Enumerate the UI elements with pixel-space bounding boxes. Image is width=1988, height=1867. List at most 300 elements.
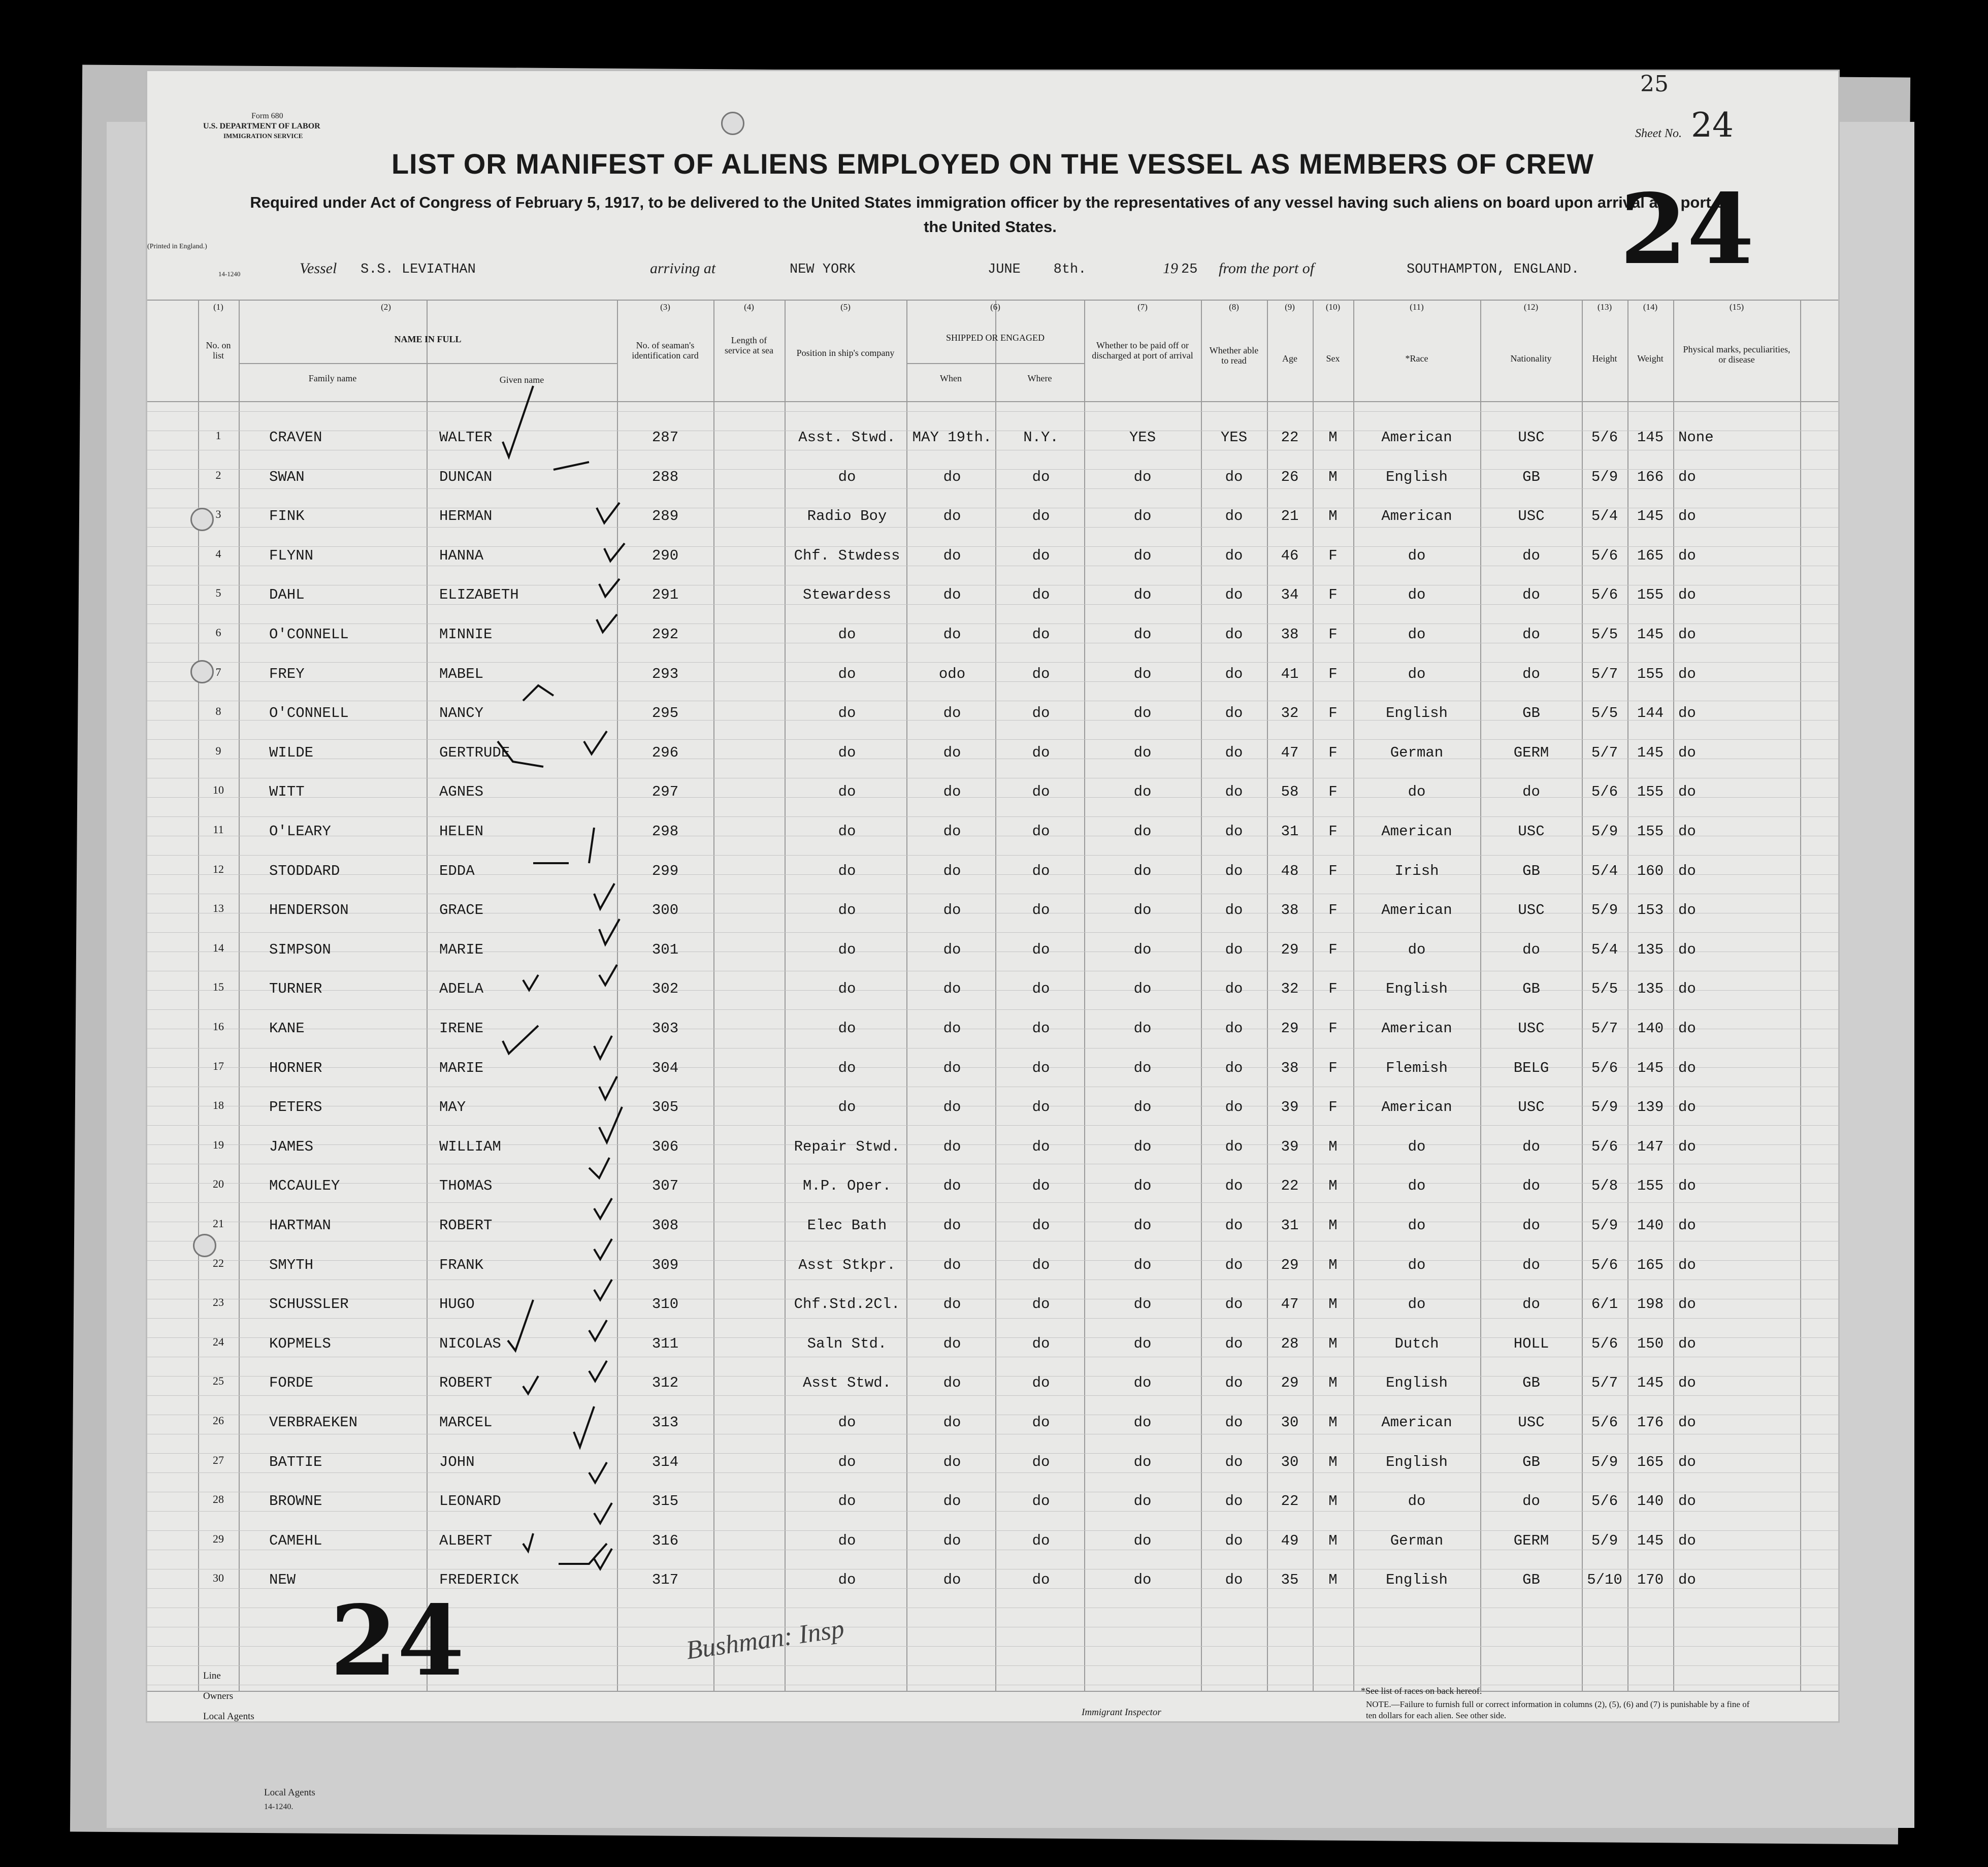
weight: 165 xyxy=(1637,1453,1664,1470)
weight: 155 xyxy=(1637,783,1664,801)
weight: 140 xyxy=(1637,1020,1664,1037)
shipped-when: do xyxy=(943,941,961,958)
position: do xyxy=(838,941,856,958)
family-name: CRAVEN xyxy=(269,429,322,446)
able-read: do xyxy=(1225,902,1243,919)
row-number: 17 xyxy=(213,1059,224,1072)
shipped-where: do xyxy=(1032,980,1050,998)
race: American xyxy=(1381,429,1452,446)
physical-marks: do xyxy=(1678,1493,1696,1510)
row-number: 16 xyxy=(213,1020,224,1033)
check-mark xyxy=(523,1533,533,1551)
position: do xyxy=(838,862,856,879)
header-shipped: SHIPPED OR ENGAGED xyxy=(946,333,1045,343)
physical-marks: do xyxy=(1678,1374,1696,1392)
shipped-where: do xyxy=(1032,1296,1050,1313)
seaman-card: 290 xyxy=(651,547,679,564)
nationality: do xyxy=(1522,941,1540,958)
family-name: TURNER xyxy=(269,980,322,998)
able-read: do xyxy=(1225,862,1243,879)
family-name: MCCAULEY xyxy=(269,1177,340,1195)
height: 5/7 xyxy=(1591,665,1618,682)
able-read: do xyxy=(1225,744,1243,761)
row-number: 4 xyxy=(215,547,221,560)
shipped-when: do xyxy=(943,1493,961,1510)
family-name: DAHL xyxy=(269,586,305,604)
seaman-card: 316 xyxy=(651,1532,679,1549)
header-height: Height xyxy=(1592,353,1617,364)
age: 22 xyxy=(1281,429,1299,446)
header-paid-off: Whether to be paid off or discharged at port of arrival xyxy=(1092,340,1193,361)
shipped-where: do xyxy=(1032,1335,1050,1352)
age: 34 xyxy=(1281,586,1299,604)
footer-inspector: Immigrant Inspector xyxy=(1082,1707,1161,1718)
nationality: GERM xyxy=(1513,744,1549,761)
age: 29 xyxy=(1281,941,1299,958)
nationality: GB xyxy=(1522,1453,1540,1470)
arriving-label: arriving at xyxy=(650,260,716,277)
physical-marks: do xyxy=(1678,705,1696,722)
header-position: Position in ship's company xyxy=(796,348,895,358)
header-family-name: Family name xyxy=(308,373,357,383)
shipped-where: do xyxy=(1032,744,1050,761)
given-name: HERMAN xyxy=(439,508,493,525)
weight: 144 xyxy=(1637,705,1664,722)
given-name: MARIE xyxy=(439,941,484,958)
family-name: NEW xyxy=(269,1571,296,1589)
given-name: EDDA xyxy=(439,862,475,879)
family-name: HARTMAN xyxy=(269,1217,331,1234)
position: Elec Bath xyxy=(807,1217,887,1234)
check-mark xyxy=(498,741,543,767)
given-name: IRENE xyxy=(439,1020,484,1037)
family-name: SMYTH xyxy=(269,1256,314,1273)
shipped-when: do xyxy=(943,1217,961,1234)
shipped-when: do xyxy=(943,1374,961,1392)
check-mark xyxy=(553,462,589,470)
shipped-where: do xyxy=(1032,783,1050,801)
shipped-when: do xyxy=(943,783,961,801)
shipped-when: do xyxy=(943,902,961,919)
position: do xyxy=(838,902,856,919)
row-number: 3 xyxy=(215,508,221,521)
position: do xyxy=(838,1453,856,1470)
row-number: 5 xyxy=(215,586,221,600)
shipped-when: do xyxy=(943,1532,961,1549)
height: 5/6 xyxy=(1591,1335,1618,1352)
weight: 150 xyxy=(1637,1335,1664,1352)
row-number: 1 xyxy=(215,429,221,442)
family-name: O'CONNELL xyxy=(269,626,349,643)
height: 5/9 xyxy=(1591,1453,1618,1470)
shipped-where: do xyxy=(1032,547,1050,564)
family-name: VERBRAEKEN xyxy=(269,1414,358,1431)
from-label: from the port of xyxy=(1219,260,1315,277)
height: 5/9 xyxy=(1591,823,1618,840)
nationality: do xyxy=(1522,626,1540,643)
shipped-when: do xyxy=(943,1020,961,1037)
check-mark xyxy=(594,1280,612,1300)
check-mark xyxy=(503,386,533,457)
paid-off: do xyxy=(1133,1059,1152,1076)
paid-off: do xyxy=(1133,823,1152,840)
able-read: do xyxy=(1225,783,1243,801)
physical-marks: do xyxy=(1678,823,1696,840)
sex: F xyxy=(1328,665,1338,682)
shipped-when: do xyxy=(943,1177,961,1195)
weight: 155 xyxy=(1637,665,1664,682)
nationality: USC xyxy=(1518,1020,1545,1037)
nationality: GB xyxy=(1522,1571,1540,1589)
shipped-when: do xyxy=(943,1099,961,1116)
row-number: 8 xyxy=(215,705,221,718)
departure-port: SOUTHAMPTON, ENGLAND. xyxy=(1407,262,1580,277)
race: German xyxy=(1390,1532,1444,1549)
family-name: HORNER xyxy=(269,1059,322,1076)
race: do xyxy=(1408,586,1426,604)
seaman-card: 308 xyxy=(651,1217,679,1234)
able-read: do xyxy=(1225,1493,1243,1510)
age: 21 xyxy=(1281,508,1299,525)
able-read: do xyxy=(1225,1020,1243,1037)
header-no-on-list: No. on list xyxy=(206,340,231,361)
age: 48 xyxy=(1281,862,1299,879)
paid-off: do xyxy=(1133,1217,1152,1234)
check-mark xyxy=(589,1462,607,1483)
physical-marks: None xyxy=(1678,429,1714,446)
nationality: USC xyxy=(1518,902,1545,919)
weight: 140 xyxy=(1637,1493,1664,1510)
seaman-card: 301 xyxy=(651,941,679,958)
given-name: ALBERT xyxy=(439,1532,493,1549)
check-mark xyxy=(594,1239,612,1259)
height: 5/6 xyxy=(1591,586,1618,604)
shipped-when: do xyxy=(943,1453,961,1470)
paid-off: do xyxy=(1133,1571,1152,1589)
check-mark xyxy=(597,614,617,632)
nationality: GB xyxy=(1522,1374,1540,1392)
vessel-name: S.S. LEVIATHAN xyxy=(361,262,476,277)
sex: F xyxy=(1328,705,1338,722)
position: do xyxy=(838,1414,856,1431)
family-name: KOPMELS xyxy=(269,1335,331,1352)
nationality: do xyxy=(1522,1493,1540,1510)
age: 39 xyxy=(1281,1138,1299,1155)
paid-off: do xyxy=(1133,744,1152,761)
shipped-when: do xyxy=(943,1059,961,1076)
family-name: HENDERSON xyxy=(269,902,349,919)
family-name: FREY xyxy=(269,665,305,682)
col-number: (8) xyxy=(1229,302,1239,312)
age: 28 xyxy=(1281,1335,1299,1352)
position: do xyxy=(838,1020,856,1037)
physical-marks: do xyxy=(1678,665,1696,682)
stamp-number-bottom: 24 xyxy=(330,1584,465,1697)
paid-off: do xyxy=(1133,1374,1152,1392)
physical-marks: do xyxy=(1678,862,1696,879)
physical-marks: do xyxy=(1678,1453,1696,1470)
able-read: do xyxy=(1225,941,1243,958)
nationality: do xyxy=(1522,1256,1540,1273)
form-code: 14-1240 xyxy=(218,270,241,278)
paid-off: do xyxy=(1133,1256,1152,1273)
header-name-in-full: NAME IN FULL xyxy=(394,334,462,344)
header-where: Where xyxy=(1027,373,1052,383)
weight: 155 xyxy=(1637,586,1664,604)
position: do xyxy=(838,1571,856,1589)
weight: 145 xyxy=(1637,626,1664,643)
race: Dutch xyxy=(1394,1335,1439,1352)
able-read: do xyxy=(1225,665,1243,682)
col-number: (2) xyxy=(381,302,391,312)
sex: F xyxy=(1328,547,1338,564)
paid-off: do xyxy=(1133,665,1152,682)
row-number: 23 xyxy=(213,1296,224,1309)
check-mark xyxy=(533,828,594,863)
header-seaman-card: No. of seaman's identification card xyxy=(632,340,699,361)
col-number: (13) xyxy=(1597,302,1612,312)
seaman-card: 295 xyxy=(651,705,679,722)
header-length-service: Length of service at sea xyxy=(725,335,773,355)
height: 5/5 xyxy=(1591,626,1618,643)
given-name: WALTER xyxy=(439,429,493,446)
shipped-where: do xyxy=(1032,823,1050,840)
col-number: (5) xyxy=(840,302,851,312)
weight: 145 xyxy=(1637,1059,1664,1076)
given-name: MABEL xyxy=(439,665,484,682)
row-number: 25 xyxy=(213,1374,224,1388)
header-weight: Weight xyxy=(1637,353,1664,364)
row-number: 29 xyxy=(213,1532,224,1545)
position: Repair Stwd. xyxy=(794,1138,900,1155)
able-read: do xyxy=(1225,508,1243,525)
nationality: GERM xyxy=(1513,1532,1549,1549)
able-read: do xyxy=(1225,1374,1243,1392)
able-read: do xyxy=(1225,468,1243,485)
seaman-card: 311 xyxy=(651,1335,679,1352)
seaman-card: 309 xyxy=(651,1256,679,1273)
race: do xyxy=(1408,665,1426,682)
under-code: 14-1240. xyxy=(264,1803,294,1811)
able-read: do xyxy=(1225,626,1243,643)
seaman-card: 315 xyxy=(651,1493,679,1510)
physical-marks: do xyxy=(1678,468,1696,485)
row-number: 20 xyxy=(213,1177,224,1191)
given-name: MARCEL xyxy=(439,1414,493,1431)
position: Saln Std. xyxy=(807,1335,887,1352)
weight: 145 xyxy=(1637,429,1664,446)
shipped-where: do xyxy=(1032,665,1050,682)
shipped-where: do xyxy=(1032,508,1050,525)
sex: F xyxy=(1328,783,1338,801)
row-number: 10 xyxy=(213,783,224,797)
position: do xyxy=(838,665,856,682)
height: 5/6 xyxy=(1591,1256,1618,1273)
shipped-where: do xyxy=(1032,1138,1050,1155)
sex: F xyxy=(1328,862,1338,879)
family-name: FORDE xyxy=(269,1374,314,1392)
shipped-where: do xyxy=(1032,941,1050,958)
seaman-card: 291 xyxy=(651,586,679,604)
position: do xyxy=(838,1099,856,1116)
year-prefix: 19 xyxy=(1163,260,1178,277)
paid-off: do xyxy=(1133,980,1152,998)
paid-off: do xyxy=(1133,705,1152,722)
row-number: 24 xyxy=(213,1335,224,1348)
seaman-card: 287 xyxy=(651,429,679,446)
row-number: 21 xyxy=(213,1217,224,1230)
sheet-label: Sheet No. xyxy=(1635,127,1682,140)
nationality: USC xyxy=(1518,1414,1545,1431)
header-age: Age xyxy=(1282,353,1297,364)
race: English xyxy=(1386,705,1448,722)
physical-marks: do xyxy=(1678,1138,1696,1155)
form-number: Form 680 xyxy=(251,112,283,120)
shipped-where: do xyxy=(1032,1453,1050,1470)
paid-off: do xyxy=(1133,902,1152,919)
able-read: do xyxy=(1225,1296,1243,1313)
weight: 165 xyxy=(1637,1256,1664,1273)
nationality: USC xyxy=(1518,823,1545,840)
family-name: FINK xyxy=(269,508,305,525)
vessel-label: Vessel xyxy=(300,260,337,277)
shipped-when: do xyxy=(943,1335,961,1352)
nationality: do xyxy=(1522,1217,1540,1234)
race: American xyxy=(1381,1414,1452,1431)
physical-marks: do xyxy=(1678,1059,1696,1076)
given-name: GERTRUDE xyxy=(439,744,510,761)
check-mark xyxy=(599,919,620,944)
punch-hole xyxy=(190,660,214,683)
footer-owners: Owners xyxy=(203,1691,234,1701)
col-number: (15) xyxy=(1729,302,1744,312)
height: 5/10 xyxy=(1587,1571,1622,1589)
col-number: (12) xyxy=(1523,302,1539,312)
shipped-where: do xyxy=(1032,1414,1050,1431)
nationality: GB xyxy=(1522,980,1540,998)
physical-marks: do xyxy=(1678,1256,1696,1273)
row-number: 14 xyxy=(213,941,224,954)
paid-off: do xyxy=(1133,783,1152,801)
check-mark xyxy=(584,731,607,754)
check-mark xyxy=(599,1107,622,1142)
race: do xyxy=(1408,547,1426,564)
given-name: JOHN xyxy=(439,1453,475,1470)
header-physical: Physical marks, peculiarities, or disease xyxy=(1683,344,1790,365)
shipped-where: do xyxy=(1032,1177,1050,1195)
paid-off: do xyxy=(1133,1020,1152,1037)
weight: 135 xyxy=(1637,980,1664,998)
age: 30 xyxy=(1281,1414,1299,1431)
height: 5/7 xyxy=(1591,1374,1618,1392)
arrival-port: NEW YORK xyxy=(790,262,856,277)
able-read: do xyxy=(1225,586,1243,604)
weight: 153 xyxy=(1637,902,1664,919)
check-mark xyxy=(599,965,617,985)
shipped-where: do xyxy=(1032,1020,1050,1037)
check-mark xyxy=(594,1198,612,1219)
able-read: do xyxy=(1225,1099,1243,1116)
position: Chf. Stwdess xyxy=(794,547,900,564)
row-number: 28 xyxy=(213,1493,224,1506)
age: 38 xyxy=(1281,626,1299,643)
race: English xyxy=(1386,1453,1448,1470)
sex: M xyxy=(1328,1493,1338,1510)
age: 46 xyxy=(1281,547,1299,564)
age: 47 xyxy=(1281,1296,1299,1313)
physical-marks: do xyxy=(1678,980,1696,998)
weight: 145 xyxy=(1637,744,1664,761)
height: 5/6 xyxy=(1591,783,1618,801)
check-mark xyxy=(599,579,620,597)
row-number: 26 xyxy=(213,1414,224,1427)
year-suffix: 25 xyxy=(1181,262,1198,277)
given-name: HANNA xyxy=(439,547,484,564)
family-name: SIMPSON xyxy=(269,941,331,958)
height: 5/6 xyxy=(1591,429,1618,446)
col-number: (4) xyxy=(744,302,754,312)
position: Stewardess xyxy=(802,586,892,604)
given-name: DUNCAN xyxy=(439,468,493,485)
given-name: ADELA xyxy=(439,980,484,998)
race: German xyxy=(1390,744,1444,761)
able-read: do xyxy=(1225,547,1243,564)
row-number: 27 xyxy=(213,1453,224,1466)
check-mark xyxy=(508,1300,533,1351)
seaman-card: 297 xyxy=(651,783,679,801)
position: Asst. Stwd. xyxy=(798,429,896,446)
shipped-where: do xyxy=(1032,862,1050,879)
nationality: USC xyxy=(1518,1099,1545,1116)
sex: F xyxy=(1328,626,1338,643)
check-mark xyxy=(523,685,553,701)
weight: 155 xyxy=(1637,1177,1664,1195)
height: 5/4 xyxy=(1591,508,1618,525)
col-number: (14) xyxy=(1643,302,1658,312)
given-name: ROBERT xyxy=(439,1374,493,1392)
race: do xyxy=(1408,1256,1426,1273)
race: Irish xyxy=(1394,862,1439,879)
sex: F xyxy=(1328,980,1338,998)
header-sex: Sex xyxy=(1326,353,1340,364)
check-mark xyxy=(599,1076,617,1099)
inspector-signature: Bushman: Insp xyxy=(684,1614,846,1665)
shipped-where: do xyxy=(1032,902,1050,919)
footer-line: Line xyxy=(203,1671,221,1681)
age: 32 xyxy=(1281,705,1299,722)
race: American xyxy=(1381,1020,1452,1037)
shipped-when: do xyxy=(943,1256,961,1273)
physical-marks: do xyxy=(1678,902,1696,919)
seaman-card: 305 xyxy=(651,1099,679,1116)
height: 5/7 xyxy=(1591,1020,1618,1037)
seaman-card: 312 xyxy=(651,1374,679,1392)
shipped-when: do xyxy=(943,744,961,761)
age: 38 xyxy=(1281,902,1299,919)
service: IMMIGRATION SERVICE xyxy=(223,132,303,140)
manifest-sheet xyxy=(147,71,1838,1721)
sheet-number: 24 xyxy=(1691,106,1734,145)
row-number: 15 xyxy=(213,980,224,994)
weight: 198 xyxy=(1637,1296,1664,1313)
nationality: do xyxy=(1522,665,1540,682)
seaman-card: 298 xyxy=(651,823,679,840)
nationality: GB xyxy=(1522,468,1540,485)
height: 5/4 xyxy=(1591,862,1618,879)
given-name: ELIZABETH xyxy=(439,586,519,604)
shipped-when: odo xyxy=(938,665,966,682)
race: do xyxy=(1408,1493,1426,1510)
